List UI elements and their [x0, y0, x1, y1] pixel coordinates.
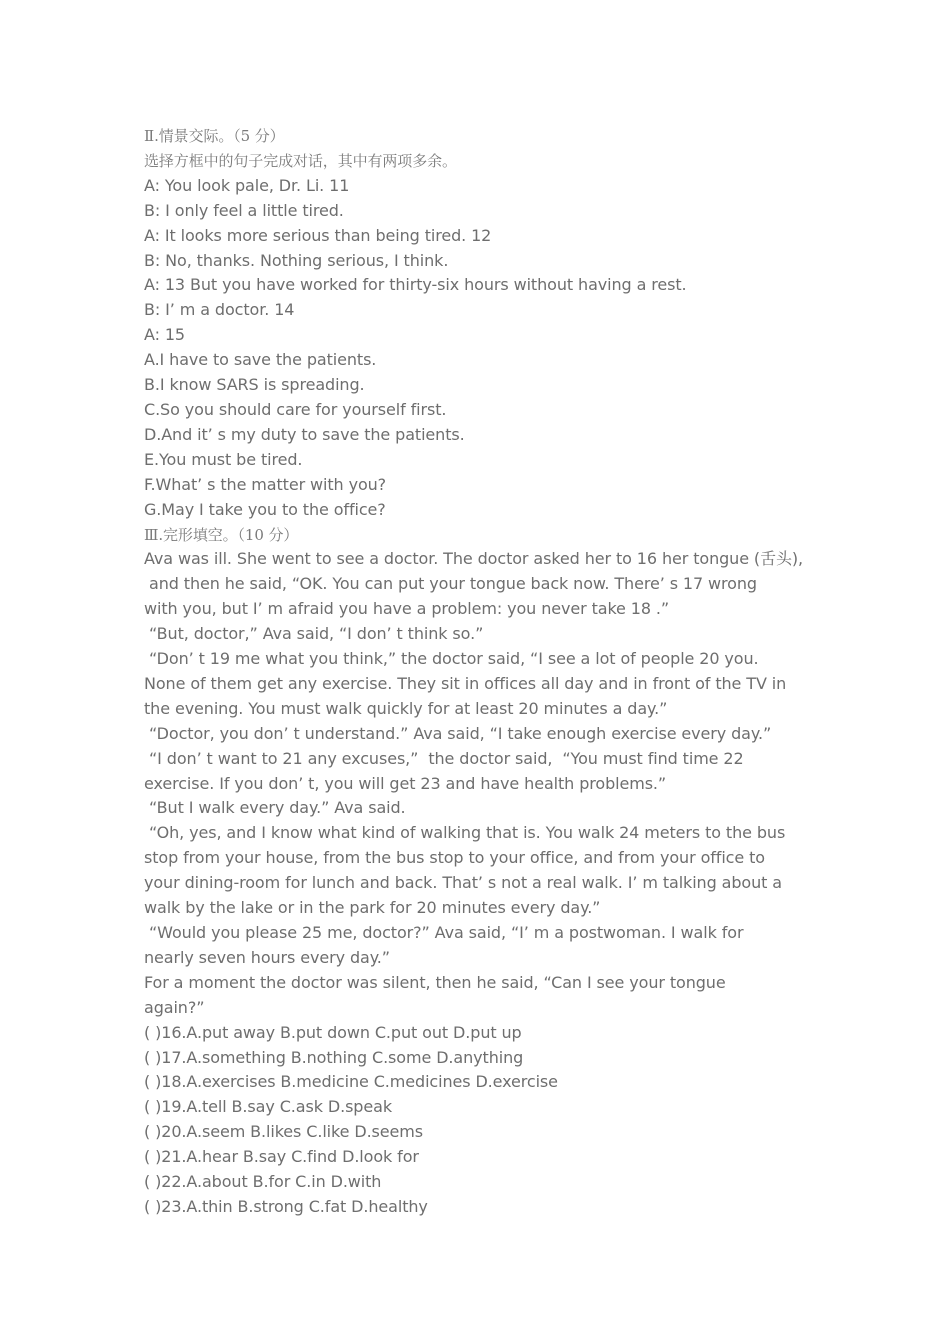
text-line: again?”	[144, 997, 205, 1017]
text-line: “Oh, yes, and I know what kind of walking that is. You walk 24 meters to the bus	[144, 823, 786, 843]
text-line: D.And it’ s my duty to save the patients.	[144, 424, 465, 444]
text-line: A: 15	[144, 325, 186, 345]
text-line: ( )18.A.exercises B.medicine C.medicines D.exercise	[144, 1072, 558, 1092]
text-line: “Don’ t 19 me what you think,” the doctor said, “I see a lot of people 20 you.	[144, 649, 759, 669]
document-page	[144, 124, 824, 1220]
text-line: ( )20.A.seem B.likes C.like D.seems	[144, 1122, 424, 1142]
text-line: A: It looks more serious than being tired. 12	[144, 225, 492, 245]
text-line: ( )21.A.hear B.say C.find D.look for	[144, 1147, 419, 1167]
text-line: ( )16.A.put away B.put down C.put out D.put up	[144, 1022, 522, 1042]
text-line: your dining-room for lunch and back. That’ s not a real walk. I’ m talking about a	[144, 873, 782, 893]
text-line: B.I know SARS is spreading.	[144, 375, 365, 395]
text-line: stop from your house, from the bus stop to your office, and from your office to	[144, 848, 765, 868]
text-line: “Doctor, you don’ t understand.” Ava said, “I take enough exercise every day.”	[144, 723, 772, 743]
text-line: 选择方框中的句子完成对话，其中有两项多余。	[144, 151, 457, 170]
text-line: “I don’ t want to 21 any excuses,” the doctor said, “You must find time 22	[144, 748, 744, 768]
text-line: “Would you please 25 me, doctor?” Ava said, “I’ m a postwoman. I walk for	[144, 923, 744, 942]
text-line: ( )23.A.thin B.strong C.fat D.healthy	[144, 1196, 428, 1216]
text-line: A: You look pale, Dr. Li. 11	[144, 175, 350, 195]
text-line: F.What’ s the matter with you?	[144, 474, 387, 494]
text-line: ( )17.A.something B.nothing C.some D.anything	[144, 1047, 524, 1067]
text-line: exercise. If you don’ t, you will get 23 and have health problems.”	[144, 773, 667, 793]
text-line: with you, but I’ m afraid you have a problem: you never take 18 .”	[144, 599, 670, 619]
text-line: C.So you should care for yourself first.	[144, 399, 447, 419]
text-line: nearly seven hours every day.”	[144, 947, 390, 967]
text-line: and then he said, “OK. You can put your tongue back now. There’ s 17 wrong	[144, 574, 757, 594]
text-line: Ⅱ.情景交际。（5 分）	[144, 127, 285, 145]
text-line: “But I walk every day.” Ava said.	[144, 798, 406, 818]
text-line: walk by the lake or in the park for 20 minutes every day.”	[144, 898, 601, 918]
text-line: ( )22.A.about B.for C.in D.with	[144, 1172, 382, 1192]
text-line: G.May I take you to the office?	[144, 499, 386, 519]
text-line: E.You must be tired.	[144, 449, 303, 469]
text-line: “But, doctor,” Ava said, “I don’ t think so.”	[144, 624, 484, 644]
text-line: Ava was ill. She went to see a doctor. The doctor asked her to 16 her tongue (舌头),	[144, 549, 804, 569]
text-line: the evening. You must walk quickly for at least 20 minutes a day.”	[144, 698, 668, 718]
text-line: B: No, thanks. Nothing serious, I think.	[144, 250, 449, 270]
text-line: B: I’ m a doctor. 14	[144, 300, 295, 320]
text-line: A.I have to save the patients.	[144, 350, 377, 370]
text-line: A: 13 But you have worked for thirty-six hours without having a rest.	[144, 275, 687, 295]
text-line: ( )19.A.tell B.say C.ask D.speak	[144, 1097, 392, 1117]
text-line: None of them get any exercise. They sit in offices all day and in front of the TV in	[144, 673, 787, 693]
text-line: For a moment the doctor was silent, then he said, “Can I see your tongue	[144, 972, 726, 992]
text-line: B: I only feel a little tired.	[144, 200, 344, 220]
text-line: Ⅲ.完形填空。（10 分）	[144, 525, 299, 544]
